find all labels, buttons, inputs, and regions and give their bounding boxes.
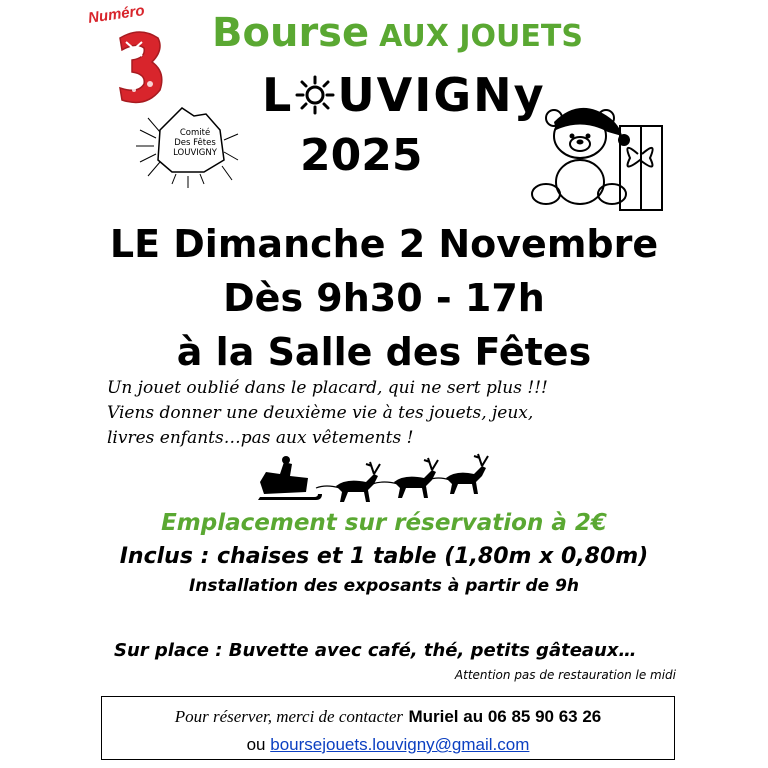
committee-logo-text — [160, 128, 230, 158]
number-three-badge-icon — [112, 28, 168, 108]
logo-line-1: Comité — [179, 128, 211, 138]
town-rest: UVIGNy — [337, 68, 546, 122]
teddy-bear-gift-illustration — [526, 96, 666, 214]
title-bourse — [212, 10, 583, 56]
numero-value — [136, 56, 137, 57]
santa-sleigh-reindeer-illustration — [256, 452, 492, 508]
restaurant-note: Attention pas de restauration le midi — [454, 668, 676, 682]
contact-line-1 — [102, 707, 674, 727]
reservation-text: Emplacement sur réservation à 2€ — [161, 510, 607, 536]
logo-line-2: Des Fêtes — [174, 138, 216, 148]
event-venue: à la Salle des Fêtes — [176, 330, 592, 374]
event-date: LE Dimanche 2 Novembre — [109, 222, 659, 266]
title-town — [262, 68, 546, 122]
blurb-line-1: Un jouet oublié dans le placard, qui ne sert plus !!! — [107, 378, 548, 398]
contact-box — [101, 696, 675, 760]
title-main: Bourse — [212, 10, 370, 56]
event-hours: Dès 9h30 - 17h — [223, 276, 545, 320]
contact-or: ou — [246, 735, 266, 754]
contact-name-phone: Muriel au 06 85 90 63 26 — [408, 707, 602, 726]
contact-prefix: Pour réserver, merci de contacter — [174, 707, 404, 726]
title-rest: AUX JOUETS — [379, 19, 583, 54]
sun-icon — [295, 75, 335, 115]
blurb — [107, 376, 548, 451]
blurb-line-2: Viens donner une deuxième vie à tes jouets, jeux, — [107, 403, 534, 423]
town-first-letter: L — [262, 68, 294, 122]
blurb-line-3: livres enfants…pas aux vêtements ! — [107, 428, 414, 448]
onsite-text: Sur place : Buvette avec café, thé, petits gâteaux… — [114, 640, 637, 661]
logo-line-3: LOUVIGNY — [173, 148, 217, 158]
contact-email-link[interactable]: boursejouets.louvigny@gmail.com — [270, 735, 530, 754]
included-text: Inclus : chaises et 1 table (1,80m x 0,80m) — [119, 544, 649, 569]
install-text: Installation des exposants à partir de 9h — [188, 576, 580, 596]
title-year: 2025 — [300, 130, 423, 181]
numero-label: Numéro — [87, 2, 146, 27]
contact-line-2 — [102, 735, 674, 755]
